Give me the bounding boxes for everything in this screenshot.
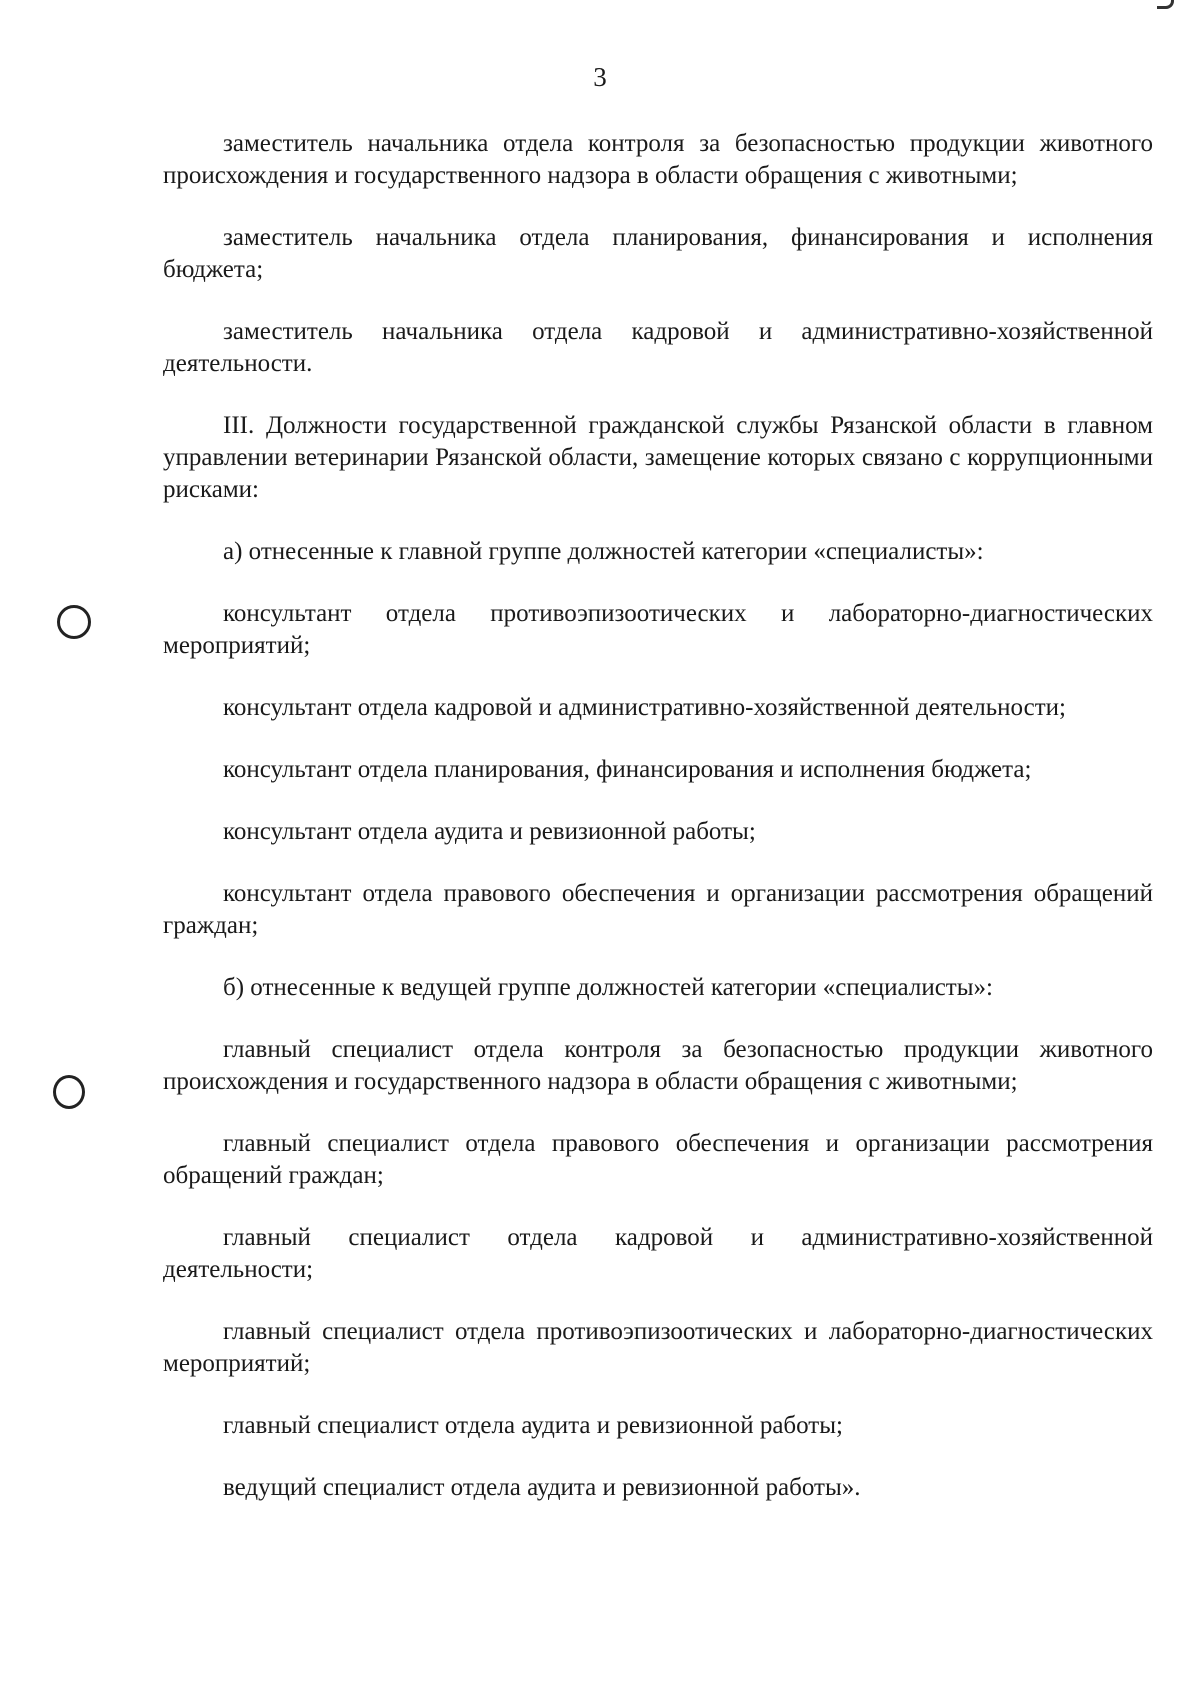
section-heading-paragraph: III. Должности государственной гражданской службы Рязанской области в главном управлении ветеринарии Рязанской области, замещение которых связано с коррупционными рисками:	[163, 412, 1153, 503]
paragraph: заместитель начальника отдела планирования, финансирования и исполнения бюджета;	[163, 224, 1153, 283]
corner-mark	[1157, 0, 1174, 9]
list-item: консультант отдела правового обеспечения и организации рассмотрения обращений граждан;	[163, 880, 1153, 939]
list-item: главный специалист отдела аудита и ревизионной работы;	[223, 1412, 843, 1439]
subsection-heading: б) отнесенные к ведущей группе должностей категории «специалисты»:	[223, 974, 993, 1001]
page-number: 3	[593, 62, 607, 92]
paragraph: заместитель начальника отдела кадровой и административно-хозяйственной деятельности.	[163, 318, 1153, 377]
document-body	[163, 128, 1153, 1534]
punch-hole-icon	[57, 605, 91, 639]
list-item: главный специалист отдела правового обеспечения и организации рассмотрения обращений граждан;	[163, 1130, 1153, 1189]
list-item: консультант отдела кадровой и административно-хозяйственной деятельности;	[223, 694, 1066, 721]
list-item: консультант отдела планирования, финансирования и исполнения бюджета;	[223, 756, 1032, 783]
paragraph: заместитель начальника отдела контроля за безопасностью продукции животного происхождения и государственного надзора в области обращения с животными;	[163, 130, 1153, 189]
list-item: главный специалист отдела контроля за безопасностью продукции животного происхождения и государственного надзора в области обращения с животными;	[163, 1036, 1153, 1095]
list-item: консультант отдела аудита и ревизионной работы;	[223, 818, 756, 845]
list-item: консультант отдела противоэпизоотических и лабораторно-диагностических мероприятий;	[163, 600, 1153, 659]
list-item: ведущий специалист отдела аудита и ревизионной работы».	[223, 1474, 861, 1501]
list-item: главный специалист отдела противоэпизоотических и лабораторно-диагностических мероприятий;	[163, 1318, 1153, 1377]
punch-hole-icon	[53, 1075, 85, 1109]
subsection-heading: а) отнесенные к главной группе должностей категории «специалисты»:	[223, 538, 984, 565]
list-item: главный специалист отдела кадровой и административно-хозяйственной деятельности;	[163, 1224, 1153, 1283]
